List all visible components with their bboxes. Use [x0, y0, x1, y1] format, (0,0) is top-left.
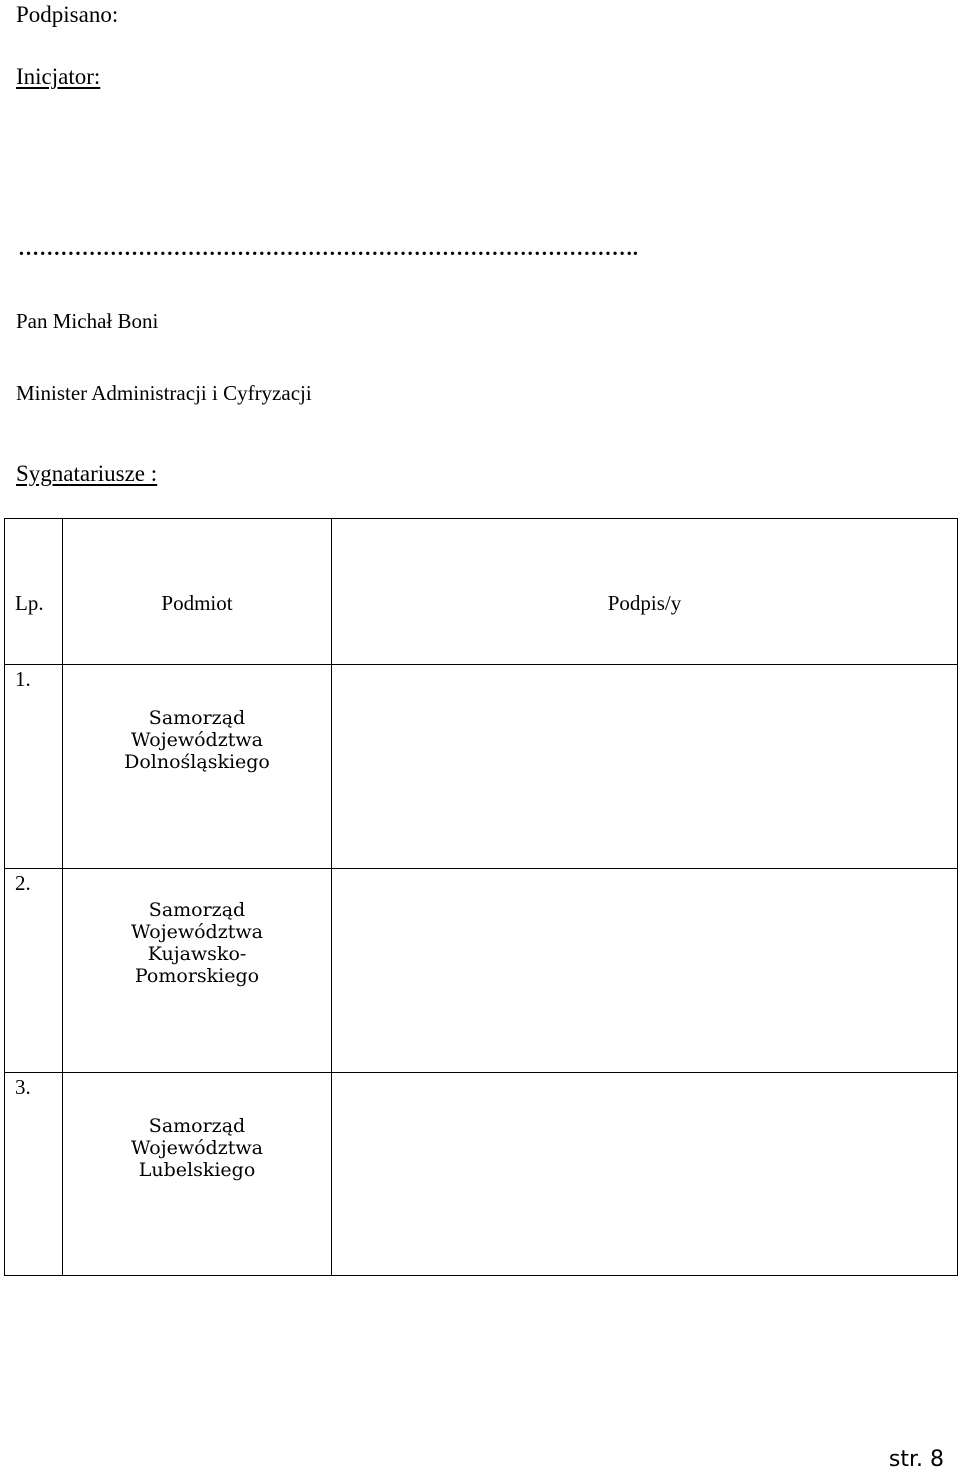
signatories-table	[4, 518, 958, 1276]
initiator-name: Pan Michał Boni	[16, 309, 159, 333]
table-row	[5, 665, 958, 869]
row-signature-field[interactable]	[332, 665, 958, 869]
row-entity: Samorząd Województwa Kujawsko- Pomorskiego	[63, 869, 332, 1073]
header-lp: Lp.	[5, 519, 63, 665]
header-signature: Podpis/y	[332, 519, 958, 665]
table-row	[5, 1073, 958, 1276]
row-signature-field[interactable]	[332, 1073, 958, 1276]
initiator-position: Minister Administracji i Cyfryzacji	[16, 381, 312, 405]
row-entity: Samorząd Województwa Dolnośląskiego	[63, 665, 332, 869]
row-number: 2.	[5, 869, 63, 1073]
row-entity: Samorząd Województwa Lubelskiego	[63, 1073, 332, 1276]
signature-line: …………………………………………………………………………….	[18, 236, 639, 260]
table-header-row	[5, 519, 958, 665]
row-number: 1.	[5, 665, 63, 869]
page-number: str. 8	[888, 1447, 944, 1472]
signatories-heading: Sygnatariusze :	[16, 461, 158, 486]
signed-heading: Podpisano:	[16, 2, 119, 27]
header-entity: Podmiot	[63, 519, 332, 665]
row-number: 3.	[5, 1073, 63, 1276]
table-row	[5, 869, 958, 1073]
row-signature-field[interactable]	[332, 869, 958, 1073]
initiator-heading: Inicjator:	[16, 64, 101, 89]
